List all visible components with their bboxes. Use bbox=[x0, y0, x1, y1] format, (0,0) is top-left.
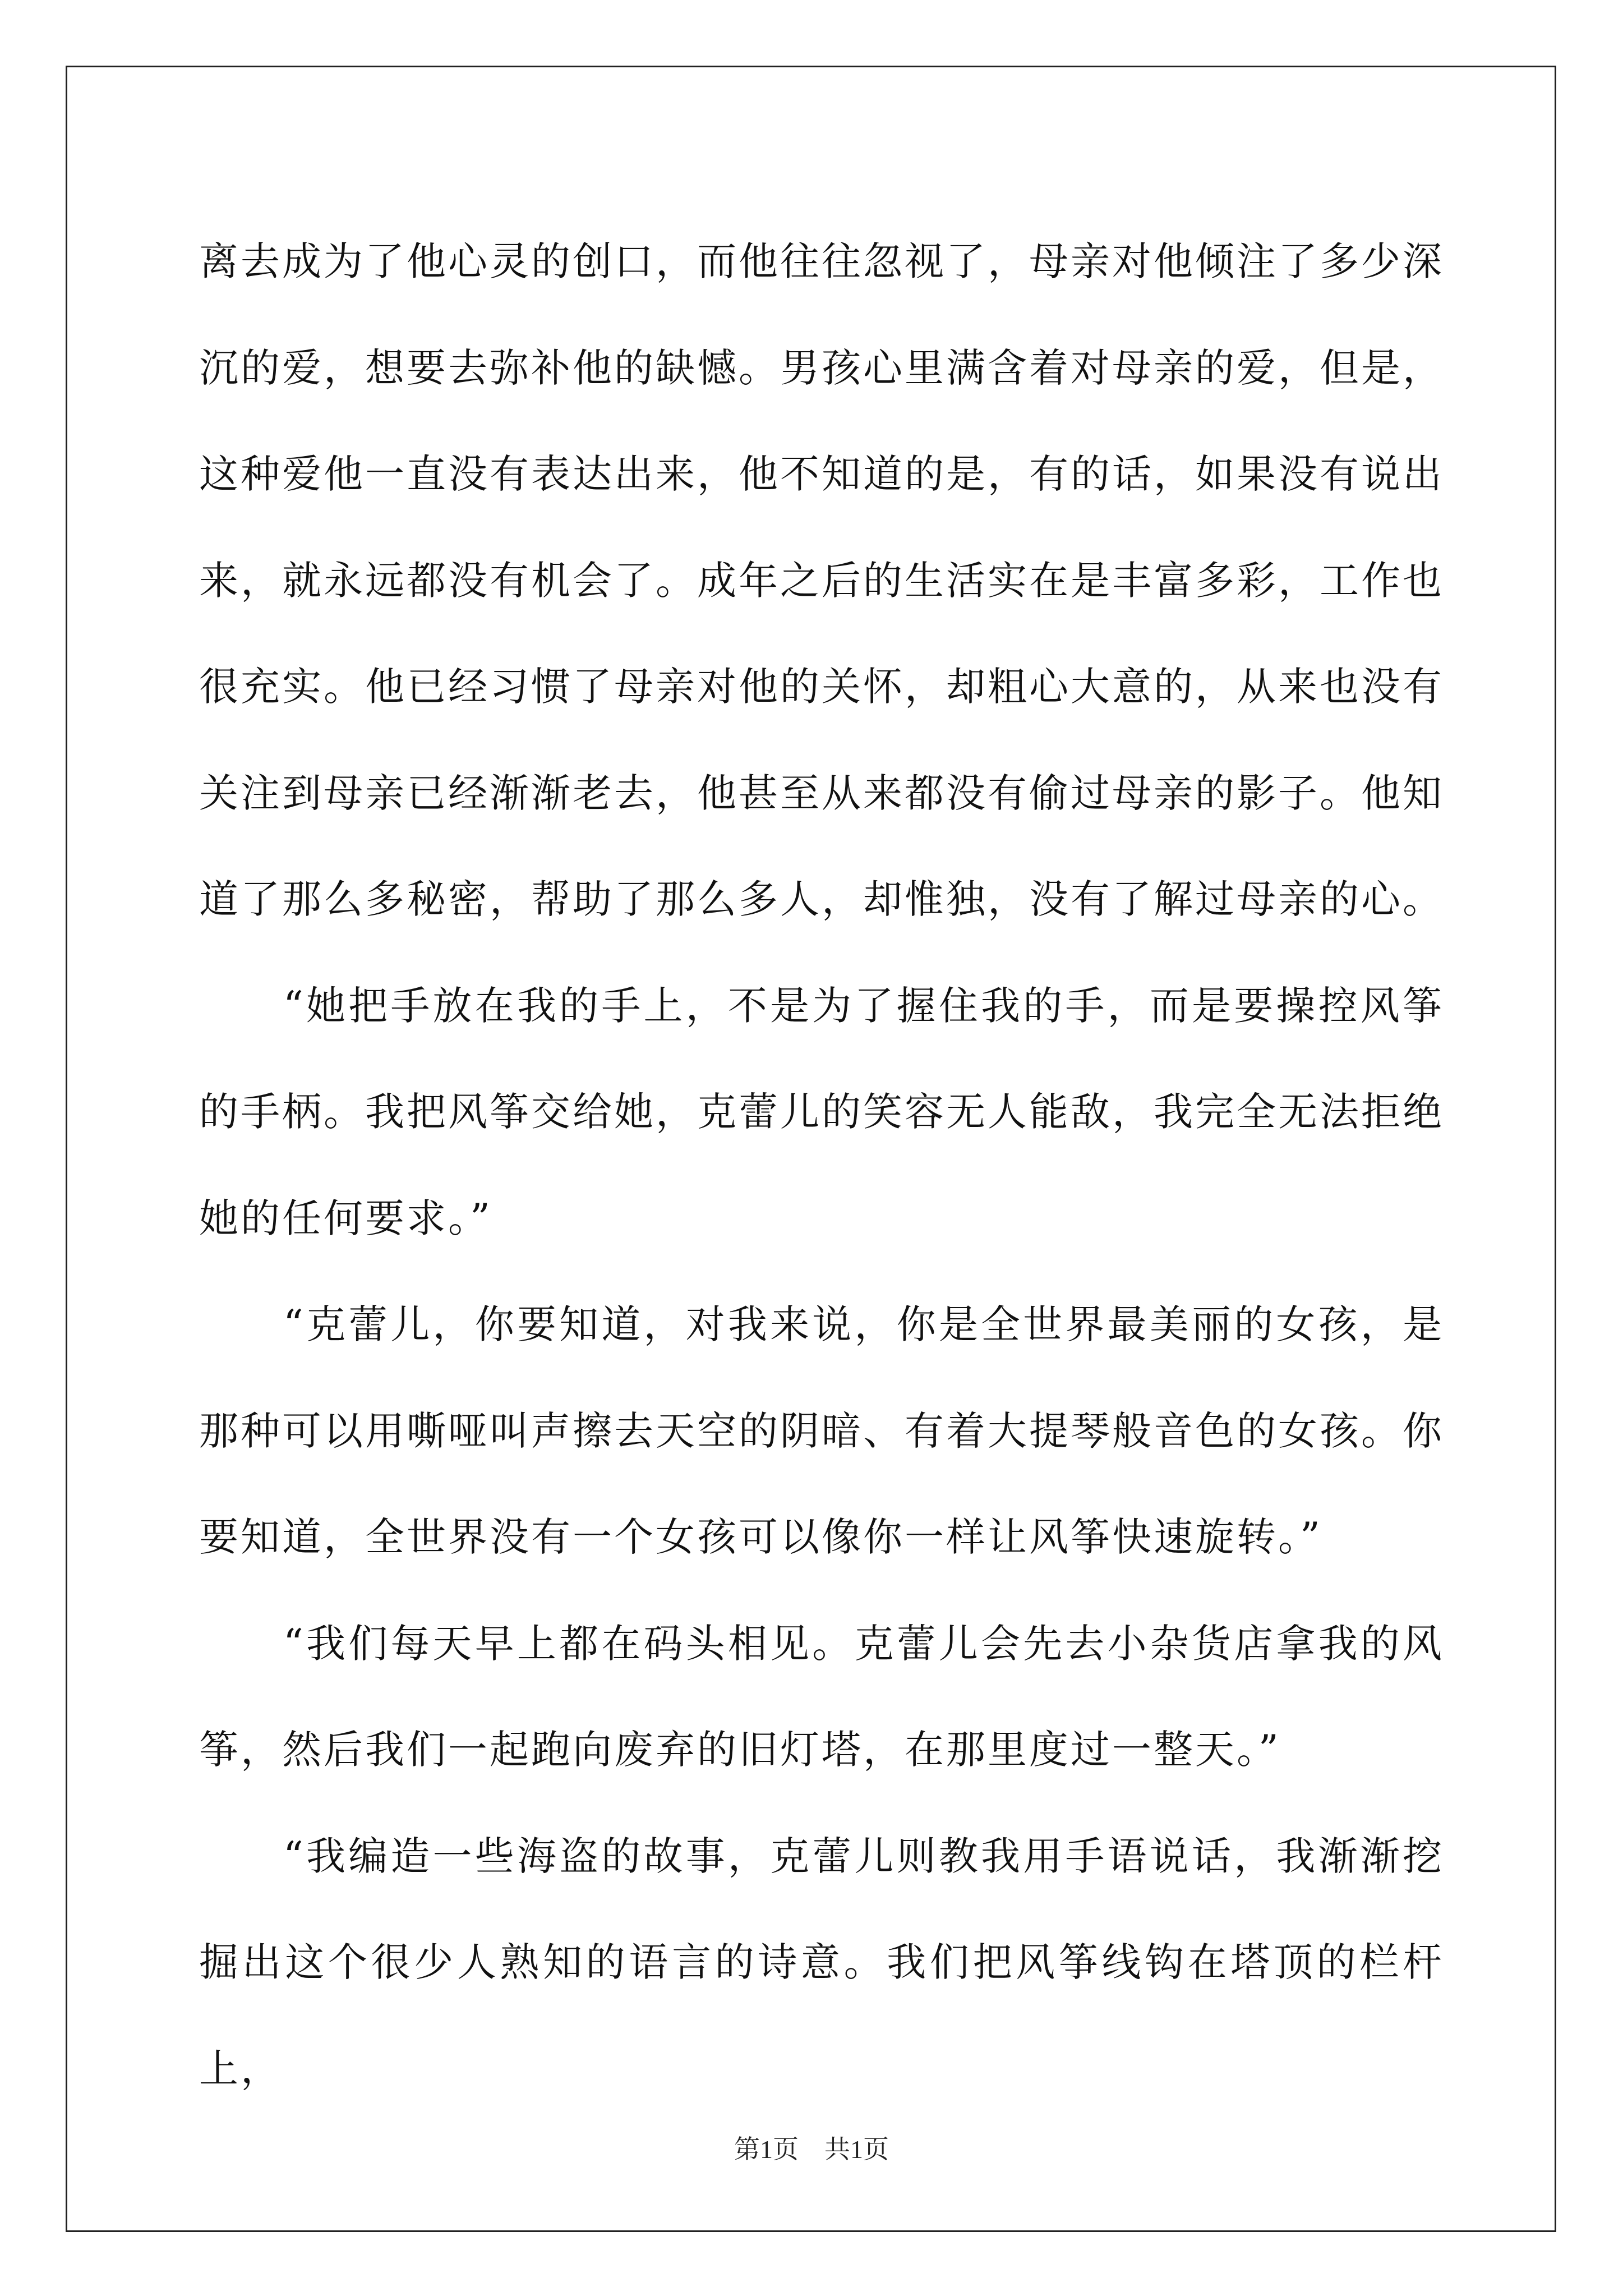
paragraph-1: 离去成为了他心灵的创口，而他往往忽视了，母亲对他倾注了多少深沉的爱，想要去弥补他的缺憾。男孩心里满含着对母亲的爱，但是，这种爱他一直没有表达出来，他不知道的是，有的话，如果没有说出来，就永远都没有机会了。成年之后的生活实在是丰富多彩，工作也很充实。他已经习惯了母亲对他的关怀，却粗心大意的，从来也没有关注到母亲已经渐渐老去，他甚至从来都没有偷过母亲的影子。他知道了那么多秘密，帮助了那么多人，却惟独，没有了解过母亲的心。 bbox=[199, 238, 1444, 922]
page-number-label: 第1页 共1页 bbox=[734, 2135, 889, 2164]
page-footer bbox=[0, 2133, 1623, 2166]
paragraph-2: “她把手放在我的手上，不是为了握住我的手，而是要操控风筝的手柄。我把风筝交给她，克蕾儿的笑容无人能敌，我完全无法拒绝她的任何要求。” bbox=[199, 982, 1444, 1241]
document-body bbox=[199, 209, 1444, 2122]
paragraph-3: “克蕾儿，你要知道，对我来说，你是全世界最美丽的女孩，是那种可以用嘶哑叫声擦去天空的阴暗、有着大提琴般音色的女孩。你要知道，全世界没有一个女孩可以像你一样让风筝快速旋转。” bbox=[199, 1301, 1444, 1560]
paragraph-5: “我编造一些海盗的故事，克蕾儿则教我用手语说话，我渐渐挖掘出这个很少人熟知的语言的诗意。我们把风筝线钩在塔顶的栏杆上， bbox=[199, 1833, 1444, 2092]
paragraph-4: “我们每天早上都在码头相见。克蕾儿会先去小杂货店拿我的风筝，然后我们一起跑向废弃的旧灯塔，在那里度过一整天。” bbox=[199, 1620, 1444, 1773]
